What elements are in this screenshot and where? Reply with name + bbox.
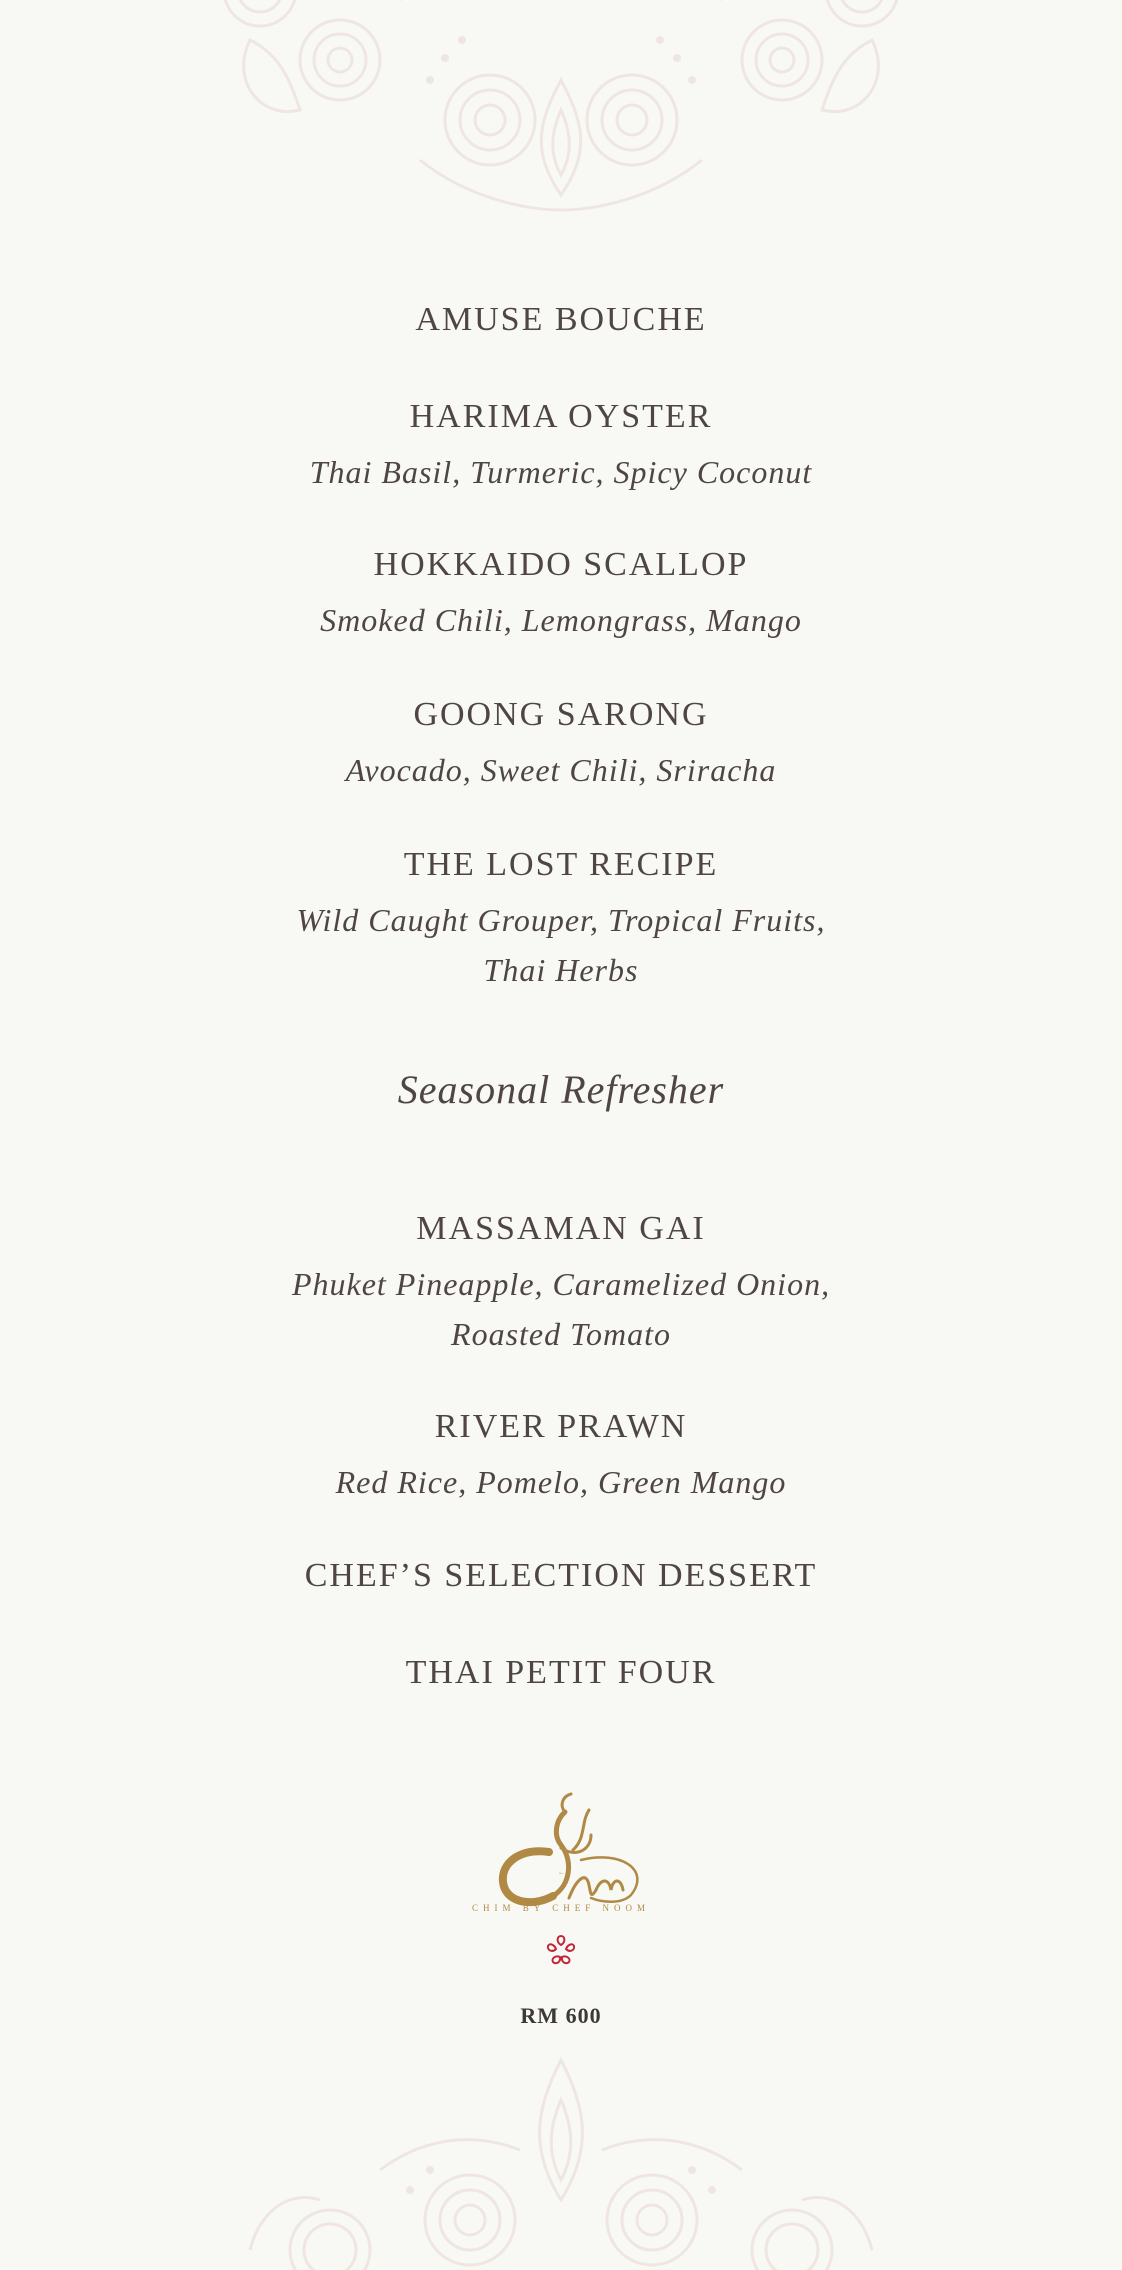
seasonal-refresher: Seasonal Refresher [397,1067,725,1112]
course-title: HOKKAIDO SCALLOP [373,546,749,583]
course-description: Avocado, Sweet Chili, Sriracha [345,752,777,788]
course-title: HARIMA OYSTER [409,398,713,435]
course-title: AMUSE BOUCHE [415,301,707,338]
brand-tagline: CHIM BY CHEF NOOM [472,1903,650,1913]
svg-text:Chim: Chim [558,1873,564,1875]
course-thai-petit-four [0,1653,1122,1693]
course-description: Thai Basil, Turmeric, Spicy Coconut [309,454,813,490]
michelin-star-icon [543,1932,579,1968]
bottom-floral-ornament [0,2050,1122,2270]
course-title: GOONG SARONG [413,696,709,733]
course-description [0,895,1122,995]
course-description [0,1259,1122,1359]
course-description-line: Thai Herbs [483,952,639,988]
course-harima-oyster [0,397,1122,497]
course-the-lost-recipe [0,845,1122,995]
course-title: RIVER PRAWN [434,1408,688,1445]
course-amuse-bouche [0,300,1122,340]
course-title: THAI PETIT FOUR [405,1654,717,1691]
course-chefs-selection-dessert [0,1556,1122,1596]
course-description: Red Rice, Pomelo, Green Mango [335,1464,787,1500]
course-description-line: Roasted Tomato [451,1316,671,1352]
menu-price: RM 600 [520,2003,602,2028]
course-description-line: Phuket Pineapple, Caramelized Onion, [291,1266,831,1302]
course-description-line: Wild Caught Grouper, Tropical Fruits, [296,902,826,938]
course-description: Smoked Chili, Lemongrass, Mango [320,602,802,638]
course-river-prawn [0,1407,1122,1507]
chim-logo [461,1790,661,1920]
top-floral-ornament [0,0,1122,240]
course-hokkaido-scallop [0,545,1122,645]
course-title: MASSAMAN GAI [416,1210,706,1247]
course-massaman-gai [0,1209,1122,1359]
course-title: THE LOST RECIPE [403,846,719,883]
course-goong-sarong [0,695,1122,795]
course-title: CHEF’S SELECTION DESSERT [304,1557,818,1594]
